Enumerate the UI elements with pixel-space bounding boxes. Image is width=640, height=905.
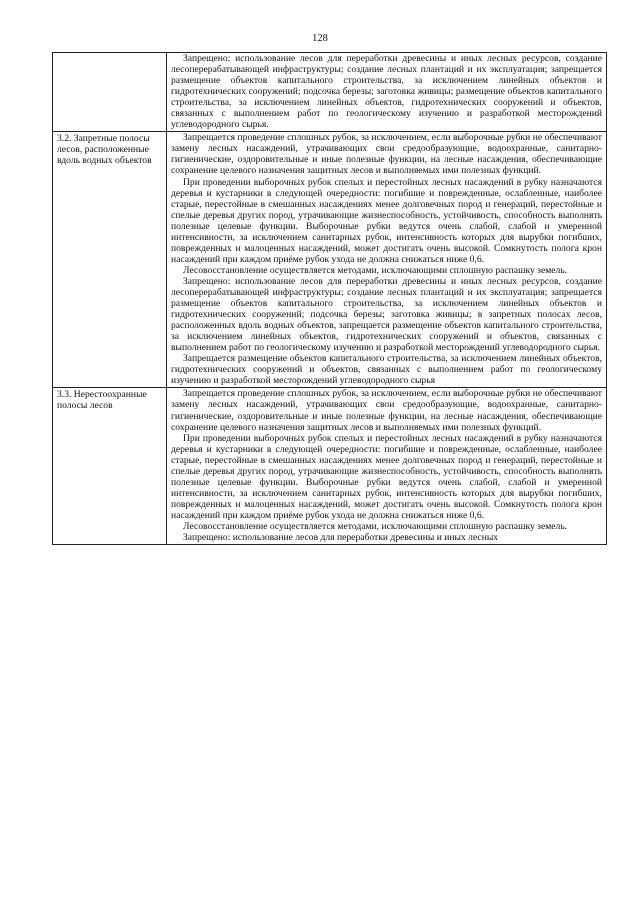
regulation-paragraph: При проведении выборочных рубок спелых и перестойных лесных насаждений в рубку назначаются деревья и кустарники в следующей очередности: погибшие и поврежденные, ослабленные, наиболее старые, перестойные в смешанных насаждениях менее долговечных пород и генераций, перестойные и спелые деревья других пород, утрачивающие жизнеспособность, устойчивость, способность выполнять полезные целевые функции. Выборочные рубки ведутся очень слабой, слабой и умеренной интенсивности, за исключением санитарных рубок, интенсивность которых для вырубки погибших, поврежденных и малоценных насаждений, может достигать очень высокой. Сомкнутость полога крон насаждений при каждом приёме рубок ухода не должна снижаться ниже 0,6. xyxy=(171,176,602,265)
regulations-table xyxy=(52,52,607,545)
table-row xyxy=(53,388,607,545)
regulation-paragraph: Запрещено: использование лесов для переработки древесины и иных лесных ресурсов, создание лесоперерабатывающей инфраструктуры; создание лесных плантаций и их эксплуатация; запрещается размещение объектов капитального строительства, за исключением линейных объектов и гидротехнических сооружений; подсочка березы; заготовка живицы; размещение объектов капитального строительства, за исключением линейных объектов, гидротехнических сооружений и объектов, связанных с выполнением работ по геологическому изучению и разработкой месторождений углеводородного сырья. xyxy=(171,53,602,131)
regulation-paragraph: Запрещено: использование лесов для переработки древесины и иных лесных xyxy=(183,532,499,544)
regulation-cell xyxy=(167,388,607,545)
regulation-paragraph: Лесовосстановление осуществляется методами, исключающими сплошную распашку земель. xyxy=(183,264,568,276)
zone-name-cell xyxy=(53,53,167,132)
regulation-paragraph: Запрещается размещение объектов капитального строительства, за исключением линейных объектов, гидротехнических сооружений и объектов, связанных с выполнением работ по геологическому изучению и разработкой месторождений углеводородного сырья xyxy=(171,353,602,387)
regulation-cell xyxy=(167,53,607,132)
regulation-paragraph: При проведении выборочных рубок спелых и перестойных лесных насаждений в рубку назначаются деревья и кустарники в следующей очередности: погибшие и поврежденные, ослабленные, наиболее старые, перестойные в смешанных насаждениях менее долговечных пород и генераций, перестойные и спелые деревья других пород, утрачивающие жизнеспособность, устойчивость, способность выполнять полезные целевые функции. Выборочные рубки ведутся очень слабой, слабой и умеренной интенсивности, за исключением санитарных рубок, интенсивность которых для вырубки погибших, поврежденных и малоценных насаждений, может достигать очень высокой. Сомкнутость полога крон насаждений при каждом приёме рубок ухода не должна снижаться ниже 0,6. xyxy=(171,432,602,521)
table-row xyxy=(53,53,607,132)
regulation-paragraph: Запрещается проведение сплошных рубок, за исключением, если выборочные рубки не обеспечивают замену лесных насаждений, утрачивающих свои средообразующие, водоохранные, санитарно-гигиенические, оздоровительные и иные полезные функции, на лесные насаждения, обеспечивающие сохранение целевого назначения защитных лесов и выполняемых ими полезных функций. xyxy=(171,132,602,177)
regulation-paragraph: Запрещается проведение сплошных рубок, за исключением, если выборочные рубки не обеспечивают замену лесных насаждений, утрачивающих свои средообразующие, водоохранные, санитарно-гигиенические, оздоровительные и иные полезные функции, на лесные насаждения, обеспечивающие сохранение целевого назначения защитных лесов и выполняемых ими полезных функций. xyxy=(171,388,602,433)
regulation-paragraph: Запрещено: использование лесов для переработки древесины и иных лесных ресурсов, создание лесоперерабатывающей инфраструктуры; создание лесных плантаций и их эксплуатация; запрещается размещение объектов капитального строительства, за исключением линейных объектов и гидротехнических сооружений; подсочка березы; заготовка живицы; в запретных полосах лесов, расположенных вдоль водных объектов, запрещается размещение объектов капитального строительства, за исключением линейных объектов, гидротехнических сооружений и объектов, связанных с выполнением работ по геологическому изучению и разработкой месторождений углеводородного сырья. xyxy=(171,275,602,354)
regulation-cell xyxy=(167,132,607,388)
zone-name-cell xyxy=(53,132,167,388)
zone-name: 3.2. Запретные полосы лесов, расположенные вдоль водных объектов xyxy=(57,133,152,167)
zone-name-cell xyxy=(53,388,167,545)
zone-name: 3.3. Нерестоохранные полосы лесов xyxy=(57,389,147,412)
table-row xyxy=(53,132,607,388)
page-number: 128 xyxy=(312,33,328,44)
regulation-paragraph: Лесовосстановление осуществляется методами, исключающими сплошную распашку земель. xyxy=(183,520,568,532)
